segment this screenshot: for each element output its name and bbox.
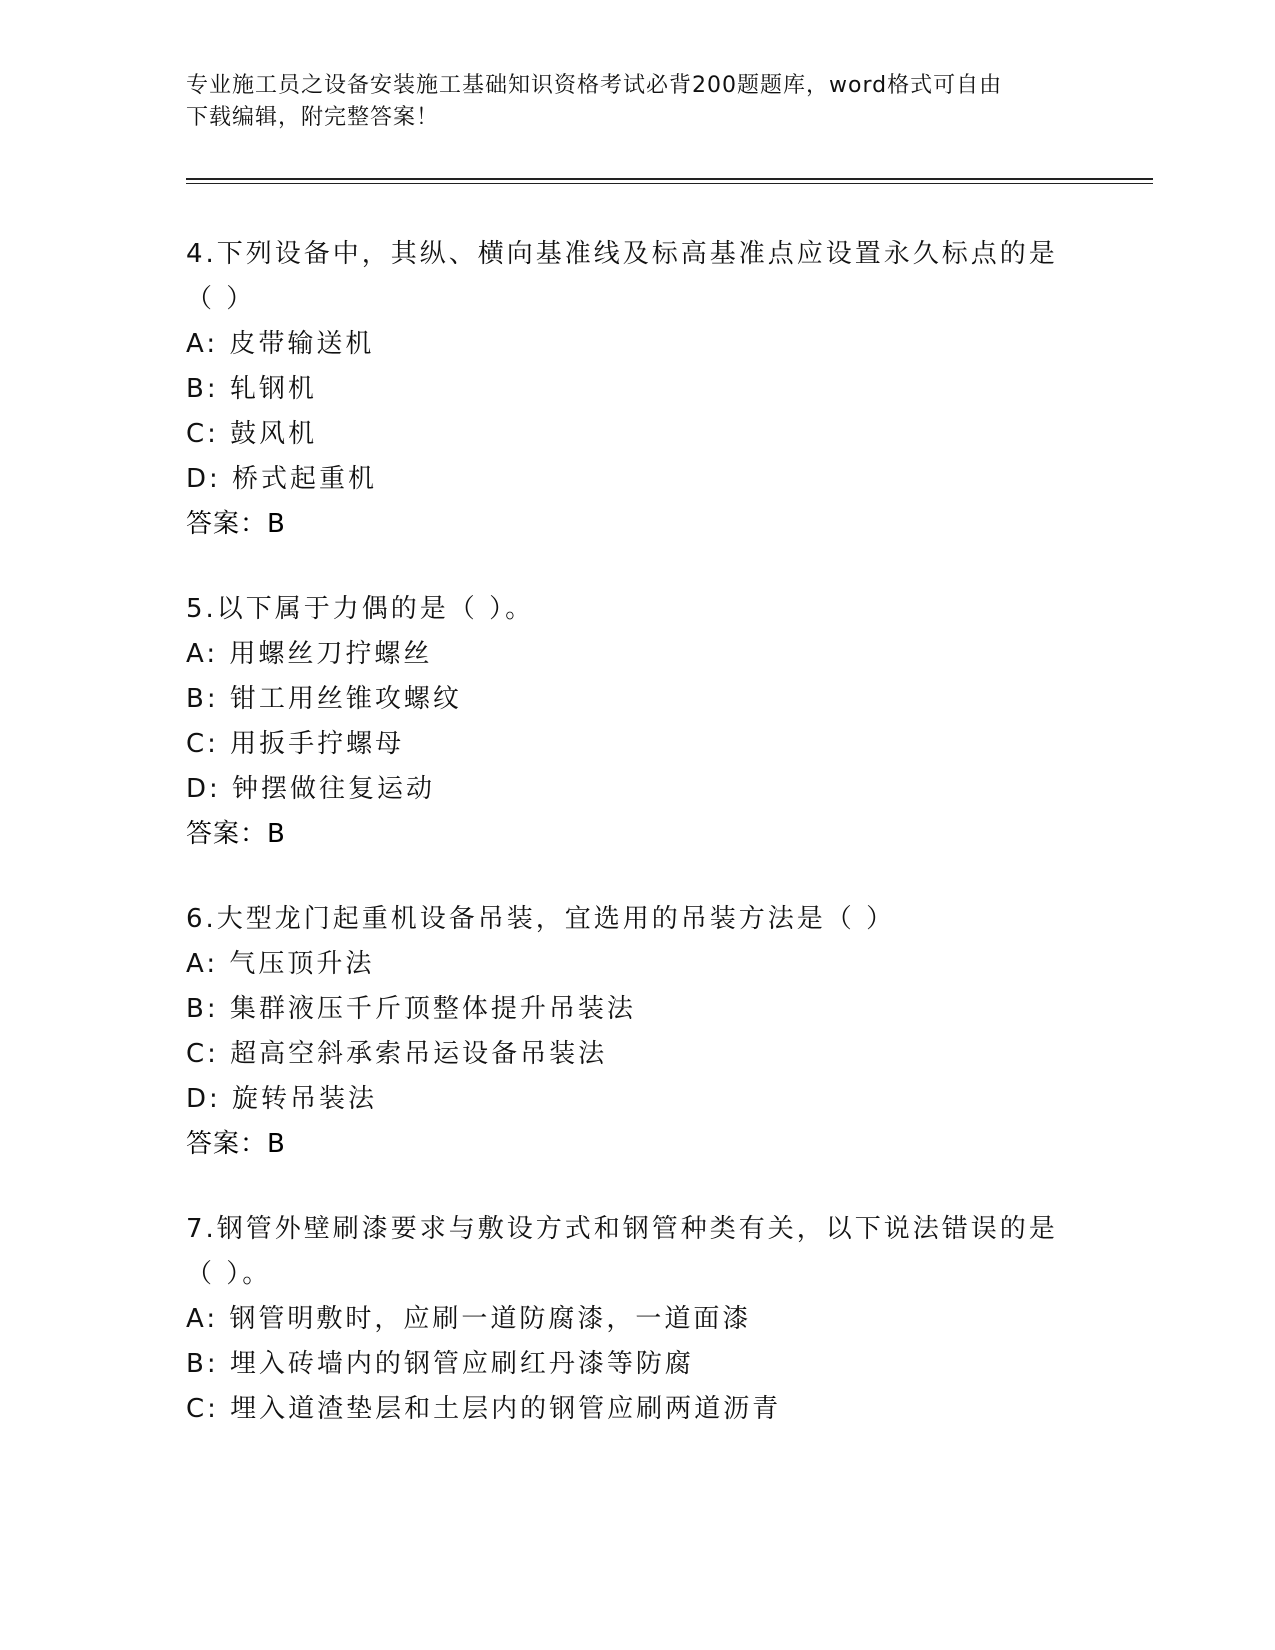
option-d: D: 桥式起重机 [186,464,378,494]
option-b: B: 埋入砖墙内的钢管应刷红丹漆等防腐 [186,1349,694,1379]
answer: 答案：B [186,509,286,539]
header-divider-thick [186,178,1153,180]
question-stem: 4.下列设备中，其纵、横向基准线及标高基准点应设置永久标点的是 [186,239,1058,269]
option-d: D: 旋转吊装法 [186,1084,378,1114]
question-stem: 5.以下属于力偶的是（ ）。 [186,594,535,624]
question-stem: 7.钢管外壁刷漆要求与敷设方式和钢管种类有关，以下说法错误的是 [186,1214,1058,1244]
option-b: B: 钳工用丝锥攻螺纹 [186,684,462,714]
question-stem-cont: （ ） [186,284,256,314]
option-a: A: 皮带输送机 [186,329,375,359]
option-a: A: 用螺丝刀拧螺丝 [186,639,433,669]
question-7 [186,1207,1086,1432]
answer: 答案：B [186,819,286,849]
option-c: C: 鼓风机 [186,419,318,449]
option-c: C: 超高空斜承索吊运设备吊装法 [186,1039,608,1069]
question-stem-cont: （ ）。 [186,1259,272,1289]
option-c: C: 埋入道渣垫层和土层内的钢管应刷两道沥青 [186,1394,782,1424]
question-5 [186,587,1086,857]
document-header [186,70,1066,134]
option-a: A: 气压顶升法 [186,949,375,979]
header-divider-thin [186,183,1153,184]
option-d: D: 钟摆做往复运动 [186,774,436,804]
question-stem: 6.大型龙门起重机设备吊装，宜选用的吊装方法是（ ） [186,904,896,934]
option-b: B: 轧钢机 [186,374,317,404]
header-line-1: 专业施工员之设备安装施工基础知识资格考试必背200题题库，word格式可自由 [186,73,1003,98]
question-6 [186,897,1086,1167]
option-b: B: 集群液压千斤顶整体提升吊装法 [186,994,636,1024]
question-4 [186,232,1086,547]
question-list [186,232,1086,1472]
option-a: A: 钢管明敷时，应刷一道防腐漆，一道面漆 [186,1304,752,1334]
option-c: C: 用扳手拧螺母 [186,729,405,759]
header-line-2: 下载编辑，附完整答案！ [186,105,440,130]
answer: 答案：B [186,1129,286,1159]
